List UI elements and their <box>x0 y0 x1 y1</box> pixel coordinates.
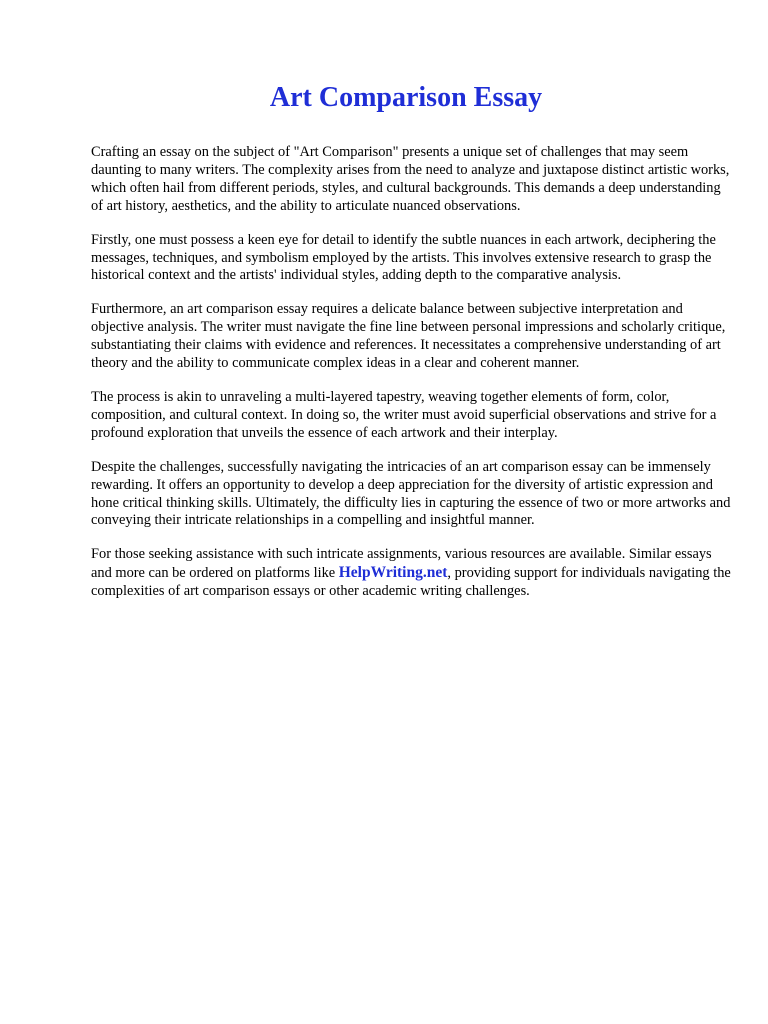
paragraph-rewards: Despite the challenges, successfully navigating the intricacies of an art comparison essay can be immensely rewarding. It offers an opportunity to develop a deep appreciation for the diversity of artistic expression and hone critical thinking skills. Ultimately, the difficulty lies in capturing the essence of two or more artworks and conveying their intricate relationships in a compelling and insightful manner. <box>91 458 731 529</box>
paragraph-resources <box>91 546 731 601</box>
paragraph-process: The process is akin to unraveling a multi-layered tapestry, weaving together elements of form, color, composition, and cultural context. In doing so, the writer must avoid superficial observations and strive for a profound exploration that unveils the essence of each artwork and their interplay. <box>91 388 717 441</box>
resources-text-before: For those seeking assistance with such intricate assignments, various resources are available. Similar essays and more can be ordered on platforms like <box>91 546 712 582</box>
paragraph-detail: Firstly, one must possess a keen eye for detail to identify the subtle nuances in each artwork, deciphering the messages, techniques, and symbolism employed by the artists. This involves extensive research to grasp the historical context and the artists' individual styles, adding depth to the comparative analysis. <box>91 231 716 284</box>
page-title: Art Comparison Essay <box>269 82 543 113</box>
essay-body <box>91 144 731 617</box>
helpwriting-link[interactable]: HelpWriting.net <box>338 564 448 582</box>
paragraph-balance: Furthermore, an art comparison essay requires a delicate balance between subjective interpretation and objective analysis. The writer must navigate the fine line between personal impressions and scholarly critique, substantiating their claims with evidence and references. It necessitates a comprehensive understanding of art theory and the ability to communicate complex ideas in a clear and coherent manner. <box>91 301 726 372</box>
paragraph-intro: Crafting an essay on the subject of "Art Comparison" presents a unique set of challenges that may seem daunting to many writers. The complexity arises from the need to analyze and juxtapose distinct artistic works, which often hail from different periods, styles, and cultural backgrounds. This demands a deep understanding of art history, aesthetics, and the ability to articulate nuanced observations. <box>91 144 730 214</box>
resources-text-after: , providing support for individuals navigating the complexities of art comparison essays or other academic writing challenges. <box>91 565 731 600</box>
